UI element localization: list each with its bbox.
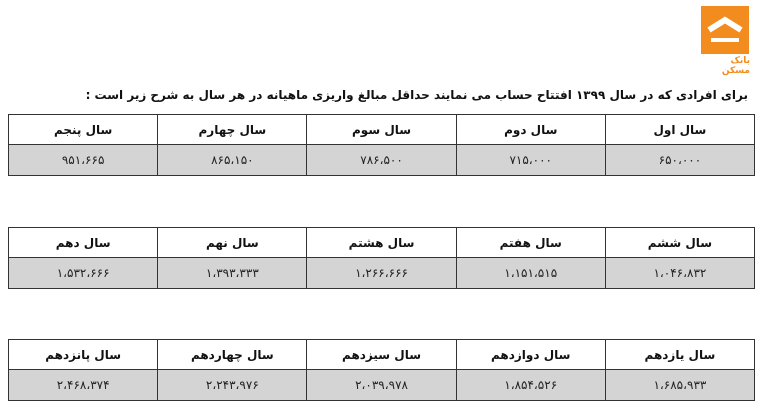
amount-cell: ۱،۱۵۱،۵۱۵ [456,258,605,289]
year-header: سال یازدهم [605,340,754,370]
year-header: سال چهاردهم [158,340,307,370]
intro-text: برای افرادی که در سال ۱۳۹۹ افتتاح حساب می نمایند حداقل مبالغ واریزی ماهیانه در هر سال به شرح زیر است : [85,88,748,102]
amount-cell: ۷۸۶،۵۰۰ [307,145,456,176]
deposit-table-years-11-15 [8,339,755,401]
year-header: سال چهارم [158,115,307,145]
amount-cell: ۱،۳۹۳،۳۳۳ [158,258,307,289]
house-logo-icon [701,6,749,54]
deposit-table-years-1-5 [8,114,755,176]
bank-maskan-logo [700,6,750,76]
table-header-row [9,115,755,145]
amount-cell: ۱،۵۳۲،۶۶۶ [9,258,158,289]
table-header-row [9,340,755,370]
table-value-row [9,370,755,401]
year-header: سال دهم [9,228,158,258]
table-value-row [9,258,755,289]
amount-cell: ۱،۸۵۴،۵۲۶ [456,370,605,401]
amount-cell: ۷۱۵،۰۰۰ [456,145,605,176]
amount-cell: ۹۵۱،۶۶۵ [9,145,158,176]
year-header: سال دوم [456,115,605,145]
year-header: سال سوم [307,115,456,145]
logo-text: بانک مسکن [721,56,750,76]
year-header: سال اول [605,115,754,145]
year-header: سال ششم [605,228,754,258]
year-header: سال پانزدهم [9,340,158,370]
amount-cell: ۶۵۰،۰۰۰ [605,145,754,176]
table-header-row [9,228,755,258]
year-header: سال هفتم [456,228,605,258]
amount-cell: ۱،۰۴۶،۸۳۲ [605,258,754,289]
year-header: سال هشتم [307,228,456,258]
year-header: سال سیزدهم [307,340,456,370]
amount-cell: ۲،۰۳۹،۹۷۸ [307,370,456,401]
year-header: سال نهم [158,228,307,258]
amount-cell: ۱،۶۸۵،۹۳۳ [605,370,754,401]
amount-cell: ۲،۲۴۳،۹۷۶ [158,370,307,401]
amount-cell: ۱،۲۶۶،۶۶۶ [307,258,456,289]
amount-cell: ۲،۴۶۸،۳۷۴ [9,370,158,401]
amount-cell: ۸۶۵،۱۵۰ [158,145,307,176]
table-value-row [9,145,755,176]
deposit-table-years-6-10 [8,227,755,289]
year-header: سال پنجم [9,115,158,145]
year-header: سال دوازدهم [456,340,605,370]
